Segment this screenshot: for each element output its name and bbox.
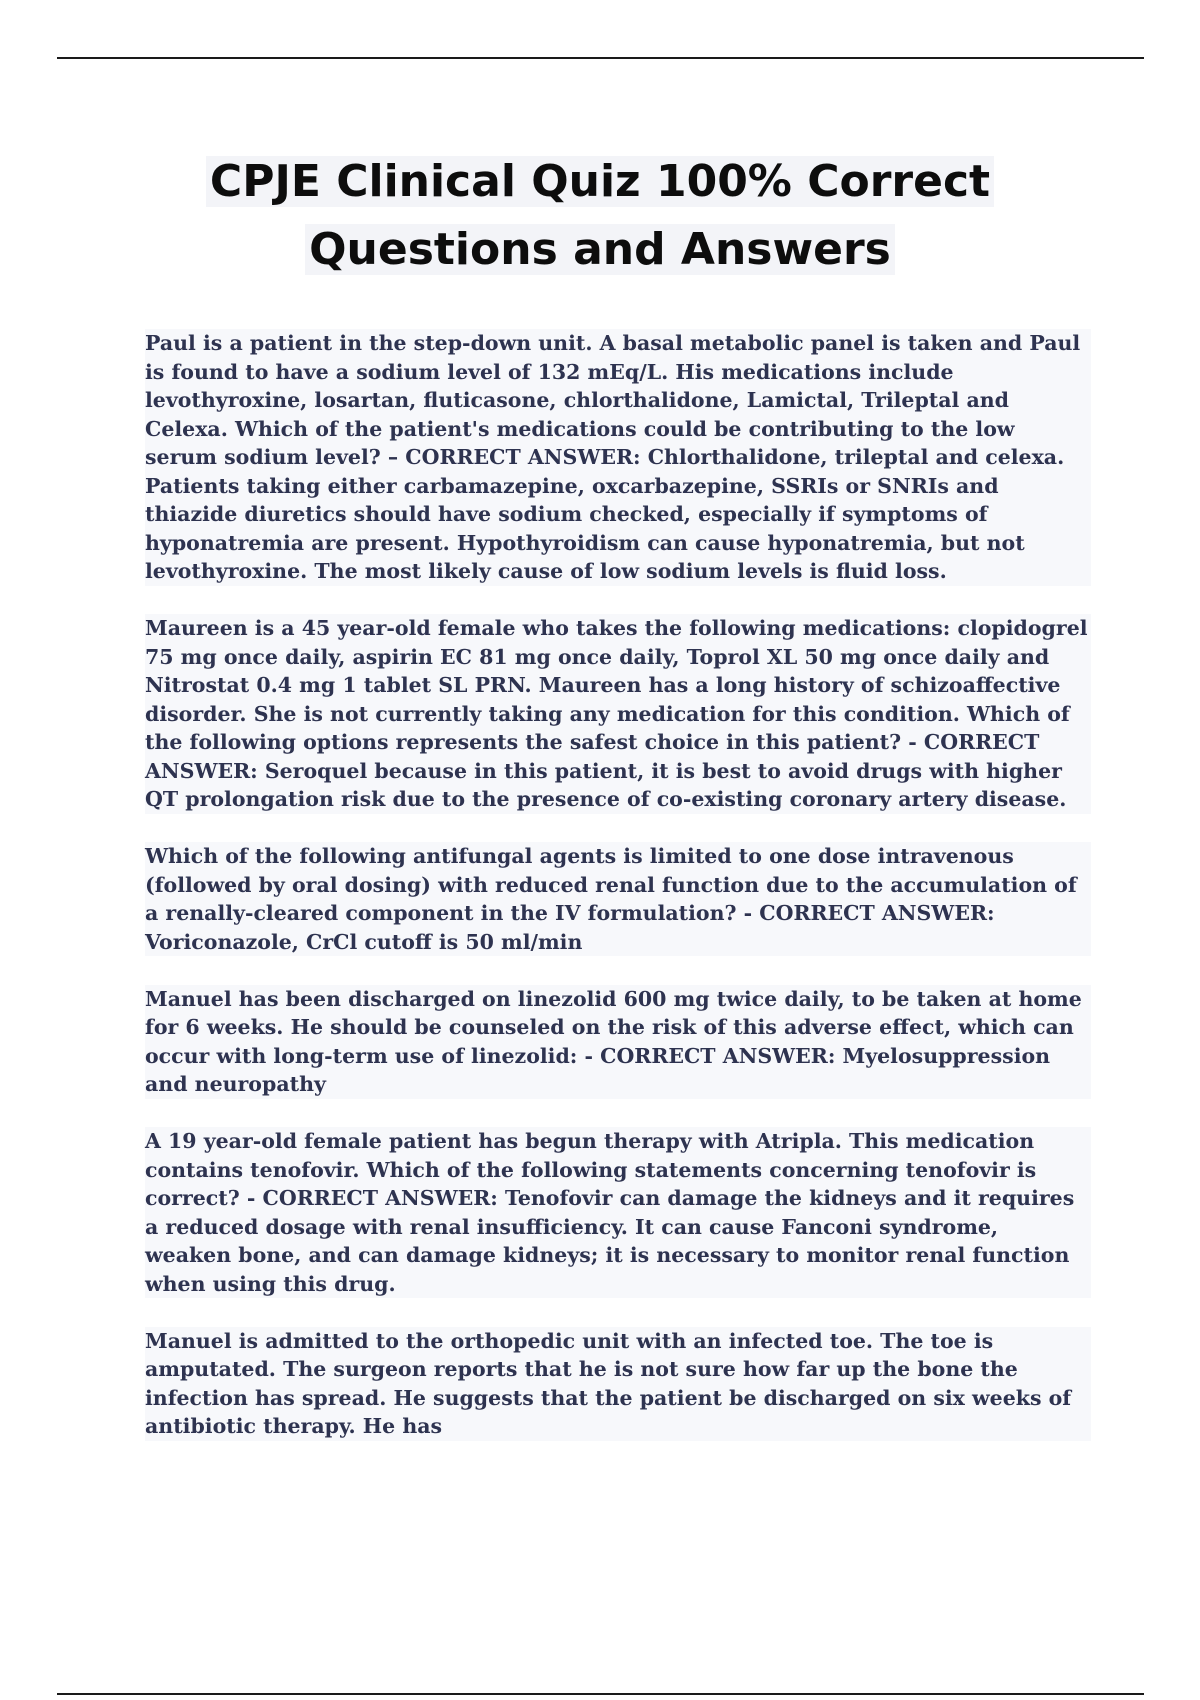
qa-item-3 xyxy=(145,842,1091,956)
qa-item-5 xyxy=(145,1127,1091,1298)
question-text: Which of the following antifungal agents is limited to one dose intravenous (followed by oral dosing) with reduced renal function due to the accumulation of a renally-cleared component in the IV formulation? - CORRECT ANSWER: Voriconazole, CrCl cutoff is 50 ml/min xyxy=(145,844,1077,954)
document-title xyxy=(0,148,1200,284)
question-text: Maureen is a 45 year-old female who takes the following medications: clopidogrel 75 mg once daily, aspirin EC 81 mg once daily, Toprol XL 50 mg once daily and Nitrostat 0.4 mg 1 tablet SL PRN. Maureen has a long history of schizoaffective disorder. She is not currently taking any medication for this condition. Which of the following options represents the safest choice in this patient? - CORRECT ANSWER: Seroquel because in this patient, it is best to avoid drugs with higher QT prolongation risk due to the presence of co-existing coronary artery disease. xyxy=(145,616,1088,811)
question-text: Manuel has been discharged on linezolid 600 mg twice daily, to be taken at home for 6 weeks. He should be counseled on the risk of this adverse effect, which can occur with long-term use of linezolid: - CORRECT ANSWER: Myelosuppression and neuropathy xyxy=(145,986,1082,1096)
qa-item-1 xyxy=(145,329,1091,586)
qa-item-2 xyxy=(145,614,1091,814)
question-text: A 19 year-old female patient has begun therapy with Atripla. This medication contains tenofovir. Which of the following statements concerning tenofovir is correct? - CORRECT ANSWER: Tenofovir can damage the kidneys and it requires a reduced dosage with renal insufficiency. It can cause Fanconi syndrome, weaken bone, and can damage kidneys; it is necessary to monitor renal function when using this drug. xyxy=(145,1129,1075,1296)
explanation-text: Patients taking either carbamazepine, oxcarbazepine, SSRIs or SNRIs and thiazide diuretics should have sodium checked, especially if symptoms of hyponatremia are present. Hypothyroidism can cause hyponatremia, but not levothyroxine. The most likely cause of low sodium levels is fluid loss. xyxy=(145,473,1025,583)
title-line-2: Questions and Answers xyxy=(305,224,895,275)
question-text: Paul is a patient in the step-down unit. A basal metabolic panel is taken and Paul is found to have a sodium level of 132 mEq/L. His medications include levothyroxine, losartan, fluticasone, chlorthalidone, Lamictal, Trileptal and Celexa. Which of the patient's medications could be contributing to the low serum sodium level? – CORRECT ANSWER: Chlorthalidone, trileptal and celexa. xyxy=(145,331,1081,469)
title-line-1: CPJE Clinical Quiz 100% Correct xyxy=(206,156,994,207)
question-text: Manuel is admitted to the orthopedic unit with an infected toe. The toe is amputated. The surgeon reports that he is not sure how far up the bone the infection has spread. He suggests that the patient be discharged on six weeks of antibiotic therapy. He has xyxy=(145,1328,1072,1438)
qa-item-4 xyxy=(145,985,1091,1099)
top-rule xyxy=(57,57,1144,59)
bottom-rule xyxy=(57,1693,1144,1695)
qa-item-6 xyxy=(145,1327,1091,1441)
qa-content xyxy=(145,329,1091,1469)
